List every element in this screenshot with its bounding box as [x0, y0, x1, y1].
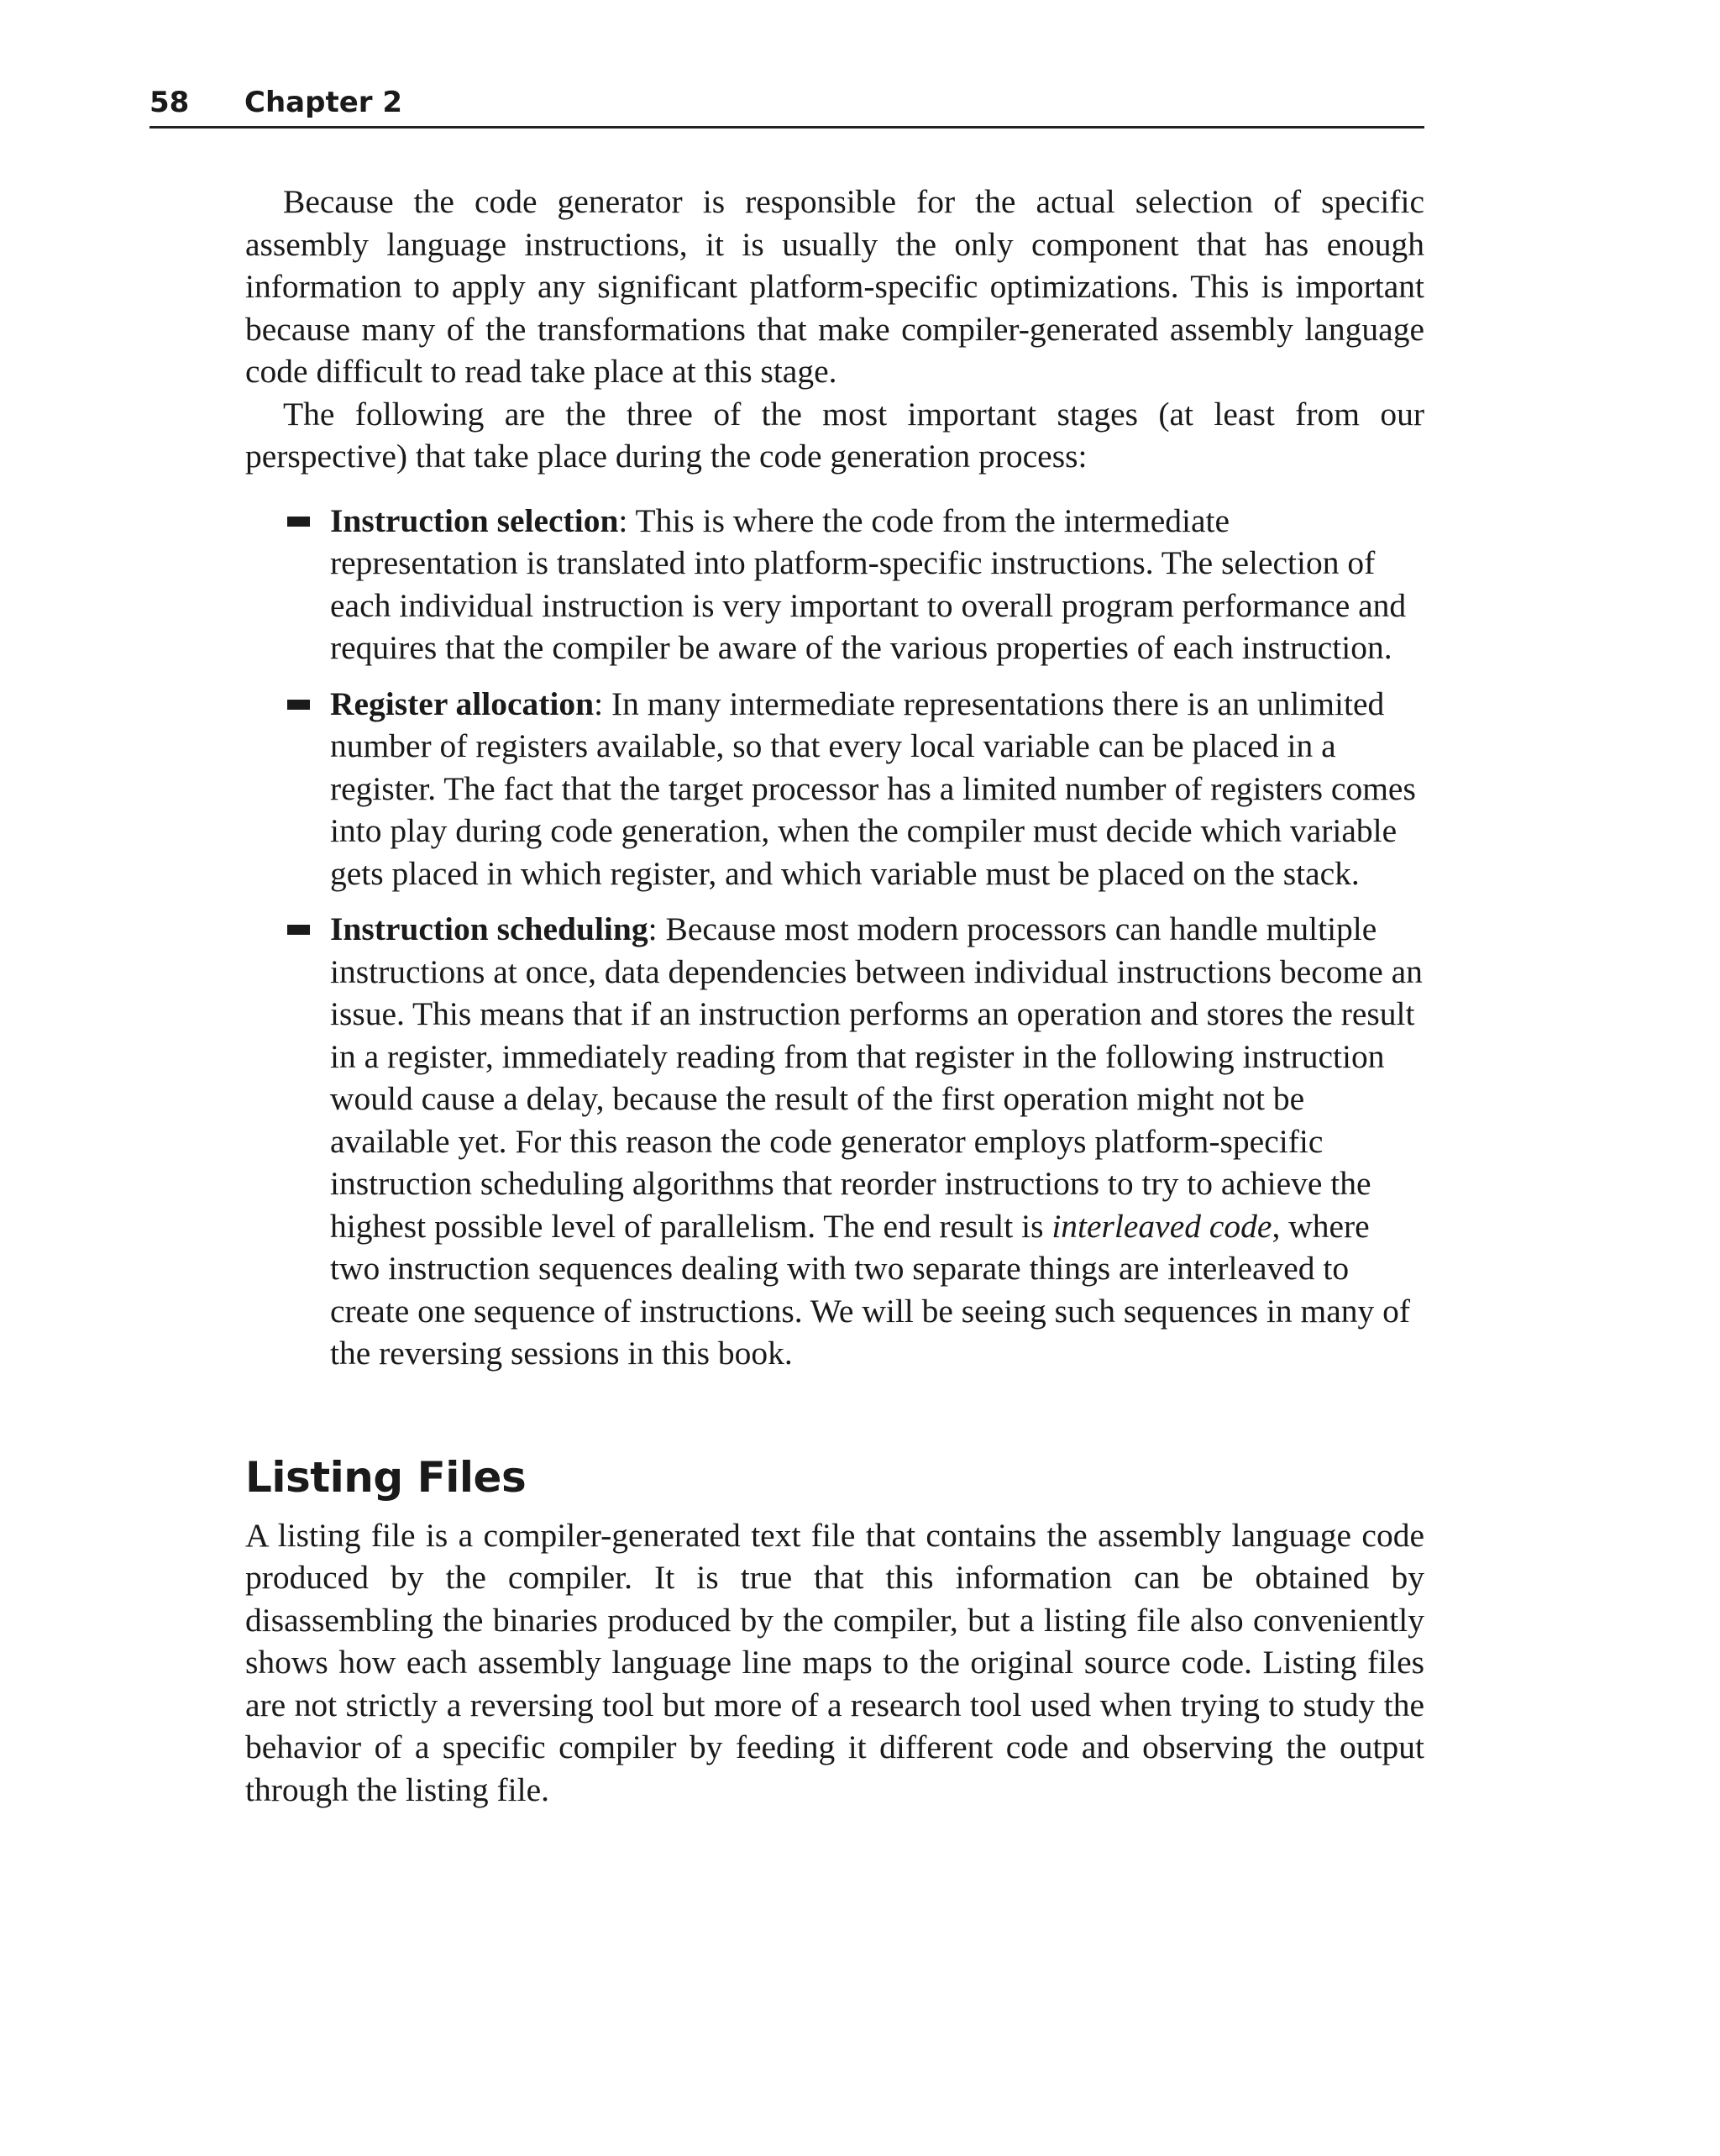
bullet-marker-icon — [287, 700, 310, 710]
description-instruction-scheduling-part2: , where two instruction sequences dealing with two separate things are interleaved to create one sequence of instructions. We will be seeing such sequences in many of the reversing sessions in this book. — [330, 1207, 1411, 1372]
description-register-allocation: : In many intermediate representations there is an unlimited number of registers available, so that every local variable can be placed in a register. The fact that the target processor has a limited number of registers comes into play during code generation, when the compiler must decide which variable gets placed in which register, and which variable must be placed on the stack. — [330, 685, 1416, 892]
paragraph-stages-intro: The following are the three of the most important stages (at least from our perspective) that take place during the code generation process: — [245, 395, 1424, 475]
term-register-allocation: Register allocation — [330, 685, 595, 722]
bullet-marker-icon — [287, 517, 310, 527]
list-item-instruction-scheduling — [245, 908, 1424, 1375]
running-header — [149, 84, 1424, 129]
description-instruction-scheduling-part1: : Because most modern processors can handle multiple instructions at once, data dependencies between individual instructions become an issue. This means that if an instruction performs an operation and stores the result in a register, immediately reading from that register in the following instruction would cause a delay, because the result of the first operation might not be available yet. For this reason the code generator employs platform-specific instruction scheduling algorithms that reorder instructions to try to achieve the highest possible level of parallelism. The end result is — [330, 910, 1423, 1245]
term-instruction-scheduling: Instruction scheduling — [330, 910, 648, 947]
chapter-label: Chapter 2 — [244, 86, 403, 119]
page-body — [245, 181, 1424, 1811]
paragraph-code-generator: Because the code generator is responsible for the actual selection of specific assembly language instructions, it is usually the only component that has enough information to apply any significant platform-specific optimizations. This is important because many of the transformations that make compiler-generated assembly language code difficult to read take place at this stage. — [245, 183, 1424, 390]
paragraph-listing-files: A listing file is a compiler-generated text file that contains the assembly language code produced by the compiler. It is true that this information can be obtained by disassembling the binaries produced by the compiler, but a listing file also conveniently shows how each assembly language line maps to the original source code. Listing files are not strictly a reversing tool but more of a research tool used when trying to study the behavior of a specific compiler by feeding it different code and observing the output through the listing file. — [245, 1516, 1424, 1808]
list-item-register-allocation — [245, 683, 1424, 895]
stages-list — [245, 500, 1424, 1375]
term-instruction-selection: Instruction selection — [330, 501, 619, 539]
section-heading-listing-files: Listing Files — [245, 1452, 527, 1502]
page-number: 58 — [149, 86, 190, 119]
bullet-marker-icon — [287, 925, 310, 935]
description-instruction-selection: : This is where the code from the intermediate representation is translated into platform-specific instructions. The selection of each individual instruction is very important to overall program performance and requires that the compiler be aware of the various properties of each instruction. — [330, 501, 1407, 666]
italic-interleaved-code: interleaved code — [1051, 1207, 1272, 1245]
list-item-instruction-selection — [245, 500, 1424, 669]
